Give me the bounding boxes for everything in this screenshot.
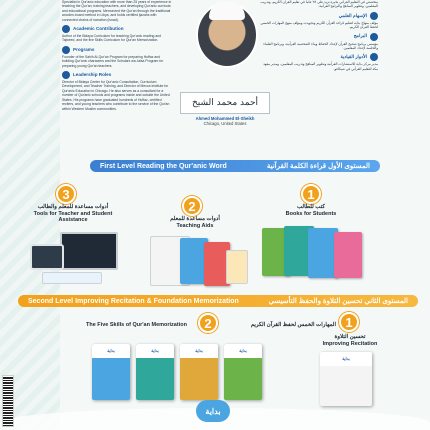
heading-icon [62, 25, 70, 33]
level2-item2-label-en: The Five Skills of Qur'an Memorization [86, 322, 187, 328]
author-name: Ahmed Mohammed El-Sheikh [195, 116, 255, 121]
level1-title-ar: المستوى الأول قراءة الكلمة القرآنية [266, 163, 370, 170]
signature: أحمد محمد الشيخ [180, 92, 270, 114]
student-book [334, 232, 362, 278]
bio-heading: Academic Contribution [62, 25, 172, 33]
aid-card [226, 250, 248, 284]
heading-icon [370, 33, 378, 41]
author-location: Chicago, United States [203, 121, 247, 126]
memorization-book: بداية [224, 344, 262, 400]
number-badge: 3 [56, 184, 76, 204]
heading-icon [62, 71, 70, 79]
bio-heading: الأدوار القيادية [260, 53, 378, 61]
bio-text: Author of the Bidaya Curriculum for teaching Qur'anic reading and Tajweed, and the five Skills Curriculum for Qur'an Memorization. [62, 34, 162, 43]
level1-item3-label: أدوات مساعدة للمعلم والطالب Tools for Teacher and Student Assistance [33, 204, 113, 224]
tablet-image [30, 244, 64, 270]
level1-item1-label: كتب للطالب Books for Students [285, 204, 337, 217]
bio-intro-ar: متخصص في التعليم القرآني بخبرة تزيد على ٢٥ عاما في تعليم القرآن الكريم، وتدريب المعلمين، وتطوير المناهج والبرامج القرآنية. [260, 0, 378, 9]
monitor-image [60, 232, 118, 270]
bio-text: مؤسس برنامج صحيح القرآن لإعداد الحفاظ وبناء الشخصية القرآنية، وبرنامج العلماء والجلسة لإعداد المعلمين. [263, 41, 378, 51]
memorization-book: بداية [92, 344, 130, 400]
bio-english [62, 0, 172, 113]
bio-text: Director of Bidaya Center for Qur'anic Consultation, Curriculum Development, and Teacher Training, and Director of Mecca Institute for Qur'anic Education in Chicago. He also serves as a consultant for a number of Qur'anic schools and programs inside and outside the United States. His programs have graduated hundreds of Huffaz, certified reciters, and young teachers who contribute to the service of the Qur'an within Western Muslim communities. [62, 80, 170, 111]
level2-item1-label: تحسين التلاوة Improving Recitation [322, 334, 378, 347]
device-base [42, 272, 102, 284]
bio-heading: الإسهام العلمي [260, 12, 378, 20]
heading-icon [370, 12, 378, 20]
number-badge: 1 [301, 184, 321, 204]
level1-banner [90, 160, 380, 172]
barcode [2, 375, 14, 427]
bio-arabic [260, 0, 378, 73]
level1-item2-label: أدوات مساعدة للمعلم Teaching Aids [170, 216, 220, 229]
heading-icon [62, 46, 70, 54]
memorization-book: بداية [180, 344, 218, 400]
bio-heading: Programs [62, 46, 172, 54]
level2-title-en: Second Level Improving Recitation & Foundation Memorization [28, 297, 239, 305]
level2-title-ar: المستوى الثاني تحسين التلاوة والحفظ التأسيسي [268, 298, 408, 305]
bio-text: مؤلف منهاج بداية لتعليم قراءة القرآن الكريم وتجويده، ومؤلف منهج المهارات الخمس لحفظ القرآن الكريم. [260, 20, 378, 30]
number-badge: 1 [339, 312, 359, 332]
bio-intro-en: Specialist in Qur'anic education with more than 25 years of experience in teaching the Qur'an, training teachers, and developing Qur'anic curricula and educational programs. Memorized the Qur'an through the traditional wooden-board method in Libya, and holds certified ijazahs with connected chains of narration (isnad). [62, 0, 172, 22]
author-name-box [180, 116, 270, 126]
memorization-book: بداية [136, 344, 174, 400]
portrait-turban [209, 2, 245, 20]
level2-item2-label-ar: المهارات الخمس لحفظ القرآن الكريم [250, 322, 336, 328]
bio-text: مدير مركز بداية للاستشارات القرآنية وتطوير المناهج وتدريب المعلمين، ومدير معهد مكة للتعليم القرآني في شيكاغو. [263, 62, 378, 71]
recitation-book: بداية [320, 352, 372, 406]
bio-section [60, 0, 380, 150]
bidaya-logo: بداية [196, 400, 230, 422]
bio-heading: Leadership Roles [62, 71, 172, 79]
level1-title-en: First Level Reading the Qur'anic Word [100, 162, 227, 170]
bio-heading: البرامج [260, 33, 378, 41]
level2-banner [18, 295, 418, 307]
bio-text: Founder of the Sahih Al-Qur'an Program for preparing Huffaz and building Qur'anic characters and the Scholars wa Jalsa Program for preparing young Qur'an teachers. [62, 54, 164, 68]
number-badge: 2 [198, 313, 218, 333]
number-badge: 2 [182, 196, 202, 216]
heading-icon [370, 53, 378, 61]
